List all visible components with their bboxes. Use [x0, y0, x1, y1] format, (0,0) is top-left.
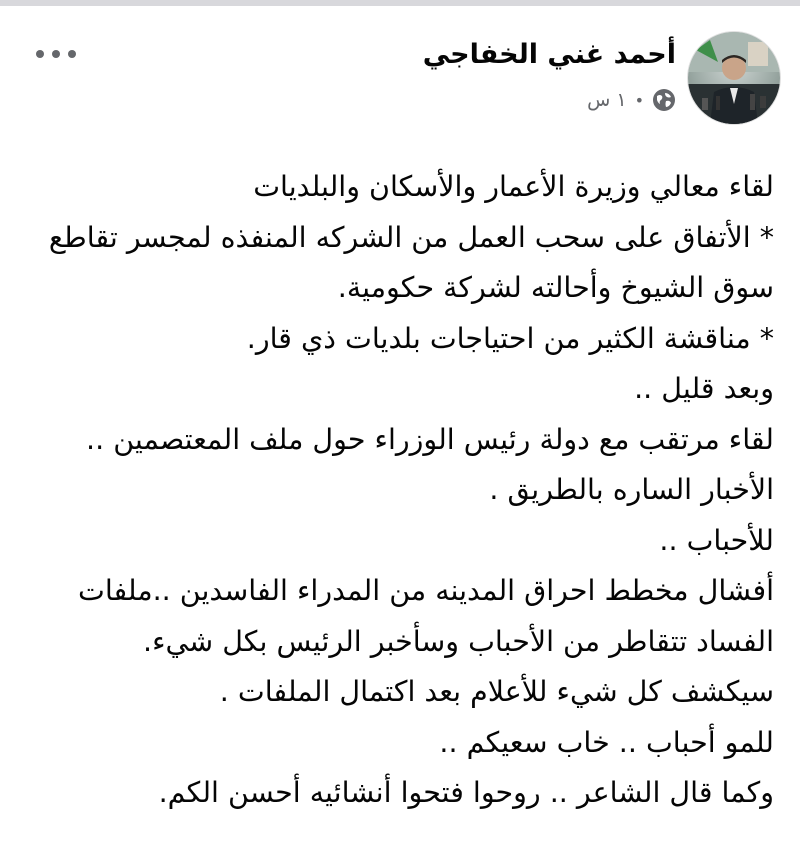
post-line: سيكشف كل شيء للأعلام بعد اكتمال الملفات . [219, 675, 774, 708]
post-line: لقاء معالي وزيرة الأعمار والأسكان والبلديات [253, 170, 774, 203]
post-header [423, 32, 780, 128]
globe-icon[interactable] [652, 88, 676, 112]
post-line: سوق الشيوخ وأحالته لشركة حكومية. [337, 271, 774, 304]
more-dot [36, 50, 44, 58]
post-line: أفشال مخطط احراق المدينه من المدراء الفاسدين ..ملفات [77, 574, 774, 607]
post-line: للمو أحباب .. خاب سعيكم .. [439, 725, 774, 759]
post-line: الأخبار الساره بالطريق . [489, 473, 774, 506]
post-header-text [423, 38, 676, 112]
post-time[interactable]: ١ س [587, 89, 627, 111]
avatar-image [688, 32, 780, 124]
author-name[interactable]: أحمد غني الخفاجي [422, 39, 676, 70]
avatar[interactable] [688, 32, 780, 124]
meta-separator: • [634, 90, 644, 110]
post-text [14, 162, 774, 819]
post-line: وكما قال الشاعر .. روحوا فتحوا أنشائيه أحسن الكم. [158, 776, 774, 809]
more-options-button[interactable] [36, 44, 76, 64]
post-line: لقاء مرتقب مع دولة رئيس الوزراء حول ملف المعتصمين .. [86, 422, 774, 456]
facebook-post [0, 6, 800, 852]
post-line: وبعد قليل .. [634, 372, 774, 405]
post-meta [587, 88, 676, 112]
post-line: الفساد تتقاطر من الأحباب وسأخبر الرئيس بكل شيء. [143, 624, 774, 658]
post-line: * الأتفاق على سحب العمل من الشركه المنفذه لمجسر تقاطع [48, 220, 774, 254]
post-line: للأحباب .. [659, 523, 774, 557]
more-dot [52, 50, 60, 58]
post-line: * مناقشة الكثير من احتياجات بلديات ذي قار. [246, 321, 774, 355]
more-dot [68, 50, 76, 58]
